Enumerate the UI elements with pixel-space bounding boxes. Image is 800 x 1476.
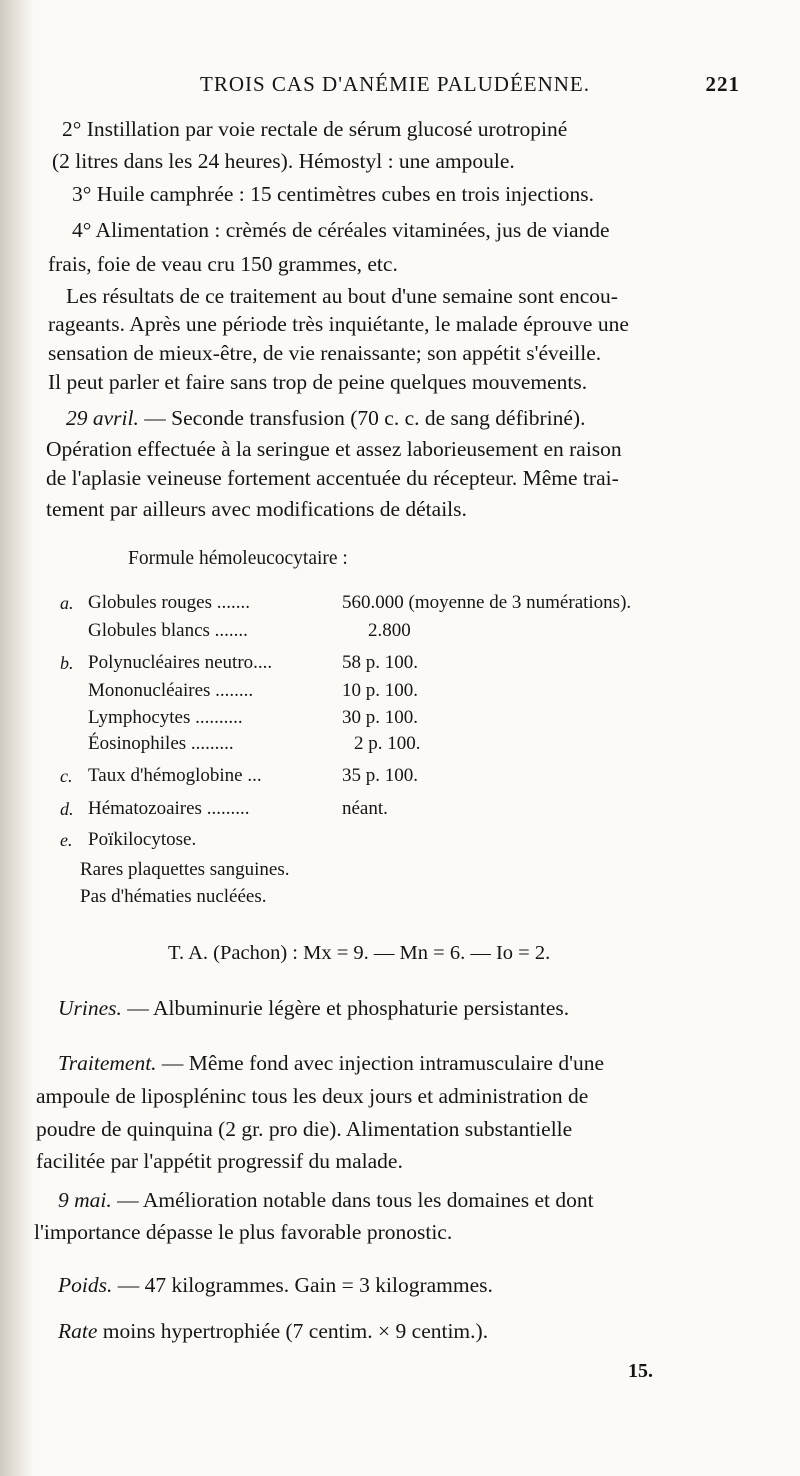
- date-mai: 9 mai.: [58, 1188, 112, 1212]
- row-label: Polynucléaires neutro....: [88, 652, 273, 673]
- row-value: 10 p. 100.: [342, 680, 418, 701]
- row-letter: e.: [60, 830, 73, 850]
- paragraph-poids: [58, 1270, 493, 1300]
- lead-poids: Poids.: [58, 1273, 113, 1297]
- text-line: facilitée par l'appétit progressif du malade.: [36, 1149, 403, 1173]
- text-line: 2° Instillation par voie rectale de sérum glucosé urotropiné: [62, 117, 568, 141]
- formula-title: Formule hémoleucocytaire :: [128, 548, 348, 569]
- text-line: — 47 kilogrammes. Gain = 3 kilogrammes.: [112, 1273, 493, 1297]
- running-header: [200, 72, 740, 100]
- row-letter: a.: [60, 593, 74, 613]
- row-letter: c.: [60, 766, 73, 786]
- row-value: 58 p. 100.: [342, 652, 418, 673]
- row-value: 560.000 (moyenne de 3 numérations).: [342, 592, 632, 613]
- lead-rate: Rate: [58, 1319, 98, 1343]
- row-label: Hématozoaires .........: [88, 798, 250, 819]
- running-title: TROIS CAS D'ANÉMIE PALUDÉENNE.: [200, 72, 591, 96]
- text-line: l'importance dépasse le plus favorable pronostic.: [34, 1220, 453, 1244]
- text-line: Opération effectuée à la seringue et assez laborieusement en raison: [46, 437, 622, 461]
- date-avril: 29 avril.: [66, 406, 139, 430]
- text-line: frais, foie de veau cru 150 grammes, etc.: [48, 252, 398, 276]
- row-value: néant.: [342, 798, 388, 819]
- blood-pressure-line: T. A. (Pachon) : Mx = 9. — Mn = 6. — Io = 2.: [168, 942, 551, 964]
- text-line: tement par ailleurs avec modifications de détails.: [46, 497, 467, 521]
- page-number: 221: [705, 72, 740, 96]
- paragraph-urines: [58, 993, 569, 1023]
- row-value: 2.800: [368, 620, 411, 641]
- row-label: Lymphocytes ..........: [88, 707, 243, 728]
- text-line: — Seconde transfusion (70 c. c. de sang défibriné).: [138, 406, 586, 430]
- row-letter: b.: [60, 653, 74, 673]
- signature-mark: 15.: [628, 1360, 653, 1382]
- text-line: sensation de mieux-être, de vie renaissante; son appétit s'éveille.: [48, 341, 602, 365]
- row-label: Pas d'hématies nucléées.: [80, 886, 267, 907]
- text-line: moins hypertrophiée (7 centim. × 9 centim.).: [97, 1319, 489, 1343]
- text-line: de l'aplasie veineuse fortement accentuée du récepteur. Même trai-: [46, 466, 619, 490]
- row-value: 2 p. 100.: [354, 733, 421, 754]
- paragraph-mai: [58, 1185, 594, 1215]
- text-line: 4° Alimentation : crèmés de céréales vitaminées, jus de viande: [72, 218, 610, 242]
- row-value: 35 p. 100.: [342, 765, 418, 786]
- text-line: rageants. Après une période très inquiétante, le malade éprouve une: [48, 312, 629, 336]
- text-line: poudre de quinquina (2 gr. pro die). Alimentation substantielle: [36, 1117, 573, 1141]
- paragraph-rate: [58, 1316, 488, 1346]
- paragraph-traitement: [58, 1048, 604, 1078]
- row-label: Poïkilocytose.: [88, 829, 197, 850]
- row-letter: d.: [60, 799, 74, 819]
- row-label: Rares plaquettes sanguines.: [80, 859, 290, 880]
- row-label: Globules rouges .......: [88, 592, 251, 613]
- row-label: Mononucléaires ........: [88, 680, 254, 701]
- text-line: — Même fond avec injection intramusculaire d'une: [156, 1051, 605, 1075]
- row-label: Taux d'hémoglobine ...: [88, 765, 262, 786]
- text-line: Il peut parler et faire sans trop de peine quelques mouvements.: [48, 370, 588, 394]
- text-line: ampoule de lipospléninc tous les deux jours et administration de: [36, 1084, 589, 1108]
- text-line: — Albuminurie légère et phosphaturie persistantes.: [121, 996, 570, 1020]
- row-label: Éosinophiles .........: [88, 733, 234, 754]
- text-line: — Amélioration notable dans tous les domaines et dont: [111, 1188, 594, 1212]
- page-edge-shadow: [0, 0, 34, 1476]
- row-value: 30 p. 100.: [342, 707, 418, 728]
- lead-urines: Urines.: [58, 996, 122, 1020]
- text-line: (2 litres dans les 24 heures). Hémostyl : une ampoule.: [52, 149, 515, 173]
- text-line: 3° Huile camphrée : 15 centimètres cubes en trois injections.: [72, 182, 595, 206]
- row-label: Globules blancs .......: [88, 620, 248, 641]
- lead-traitement: Traitement.: [58, 1051, 157, 1075]
- text-line: Les résultats de ce traitement au bout d'une semaine sont encou-: [66, 284, 618, 308]
- paragraph-avril: [66, 403, 585, 433]
